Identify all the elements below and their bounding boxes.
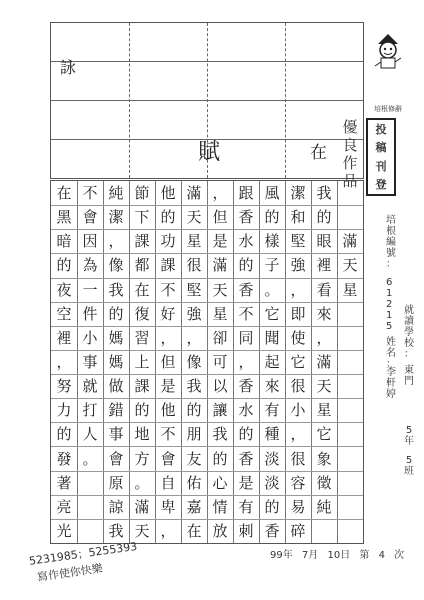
stamp-area: [363, 22, 413, 117]
student-id: 6 1 2 1 5: [386, 277, 393, 332]
teacher-comment-1: 詠: [60, 58, 77, 77]
essay-text: 滿 天 星 我 的 眼 裡 看 來 ， 滿 天 星 它 象 徵 純 潔 和 堅 強 ， 即 使 它 很 小 ， 很 容 易 碎 風 的 樣 子 。 它 聞 起 來 有 種 淡 淡 的 香 跟 香 水 的 香 不 同 ， 香 水 的 香 是 有 刺 ， 但 是 滿 天 星 卻 可 以 讓 我 的 心 情 放 滿 天 星 很 堅 強 ， 像 我 的 朋 友 佑 嘉 在 他 的 功 課 不 好 ， 但 是 他 不 會 自 卑 ， 節 下 課 都 在 復 習 上 課 的 地 方 。 滿 天 純 潔 ， 像 我 的 媽 媽 做 錯 事 會 原 諒 我 不 會 因 為 一 件 小 事 就 打 人 。 在 黑 暗 的 夜 空 裡 ， 努 力 的 發 著 亮 光: [56, 184, 358, 540]
student-name-label: 姓 名 ：: [386, 337, 396, 370]
footer-phones: 5231985；5255393: [28, 539, 139, 568]
stamp-caption: 培根修辭: [374, 105, 402, 113]
student-info: [384, 215, 418, 570]
seq-number: 4: [378, 550, 385, 561]
date-day: 10日: [327, 550, 351, 561]
date-line: [270, 546, 410, 561]
school-label: 就 讀 學 校 ：: [404, 305, 414, 360]
seq-unit: 次: [394, 550, 405, 561]
seq-label: 第: [359, 550, 370, 561]
student-id-label: 培 根 編 號 ：: [386, 215, 396, 270]
publish-seal: 投 稿 刊 登: [366, 118, 396, 196]
footer-slogan: 寫作使你快樂: [36, 561, 104, 584]
school-name: 東 門: [404, 365, 414, 387]
grade: 5 年: [404, 425, 414, 447]
date-year: 99年: [270, 550, 293, 561]
class: 5 班: [404, 455, 414, 477]
mascot-icon: [372, 32, 404, 72]
award-label: 優 良 作 品: [342, 118, 358, 190]
student-name: 李 軒 婷: [386, 367, 396, 400]
manuscript-grid: [50, 180, 364, 544]
teacher-comment-3: 在: [310, 143, 327, 163]
teacher-comment-2: 賦: [198, 140, 221, 165]
date-month: 7月: [301, 550, 319, 561]
